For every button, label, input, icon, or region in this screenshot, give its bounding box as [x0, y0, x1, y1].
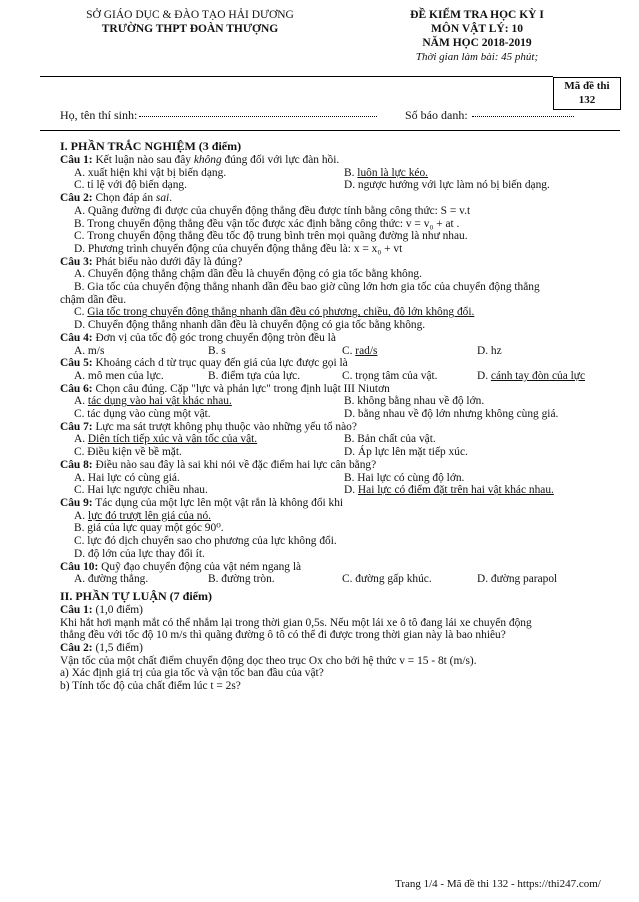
- question-emphasis: sai: [155, 192, 170, 205]
- option-b[interactable]: B. đường tròn.: [208, 573, 275, 586]
- question-text: Khoảng cách d từ trục quay đến giá của lực được gọi là: [95, 357, 348, 370]
- option-c[interactable]: C. đường gấp khúc.: [342, 573, 432, 586]
- part2-title: II. PHẦN TỰ LUẬN (7 điểm): [60, 588, 212, 603]
- question-text: Chọn câu đúng. Cặp "lực và phản lực" trong định luật III Niutơn: [95, 382, 390, 395]
- option-b[interactable]: B. không bằng nhau về độ lớn.: [344, 395, 485, 408]
- part1-title: I. PHẦN TRẮC NGHIỆM (3 điểm): [60, 139, 242, 153]
- option-b[interactable]: B. Gia tốc của chuyển động thẳng nhanh dần đều bao giờ cũng lớn hơn gia tốc của chuyển động thẳng: [74, 281, 540, 294]
- essay-2-header: [60, 642, 628, 655]
- question-7-options-cd: [60, 446, 628, 459]
- header-right: [362, 8, 592, 64]
- question-number: Câu 9:: [60, 496, 93, 509]
- option-a[interactable]: A. m/s: [74, 344, 105, 357]
- school-name: TRƯỜNG THPT ĐOÀN THƯỢNG: [101, 23, 279, 35]
- question-number: Câu 6:: [60, 382, 93, 395]
- option-d[interactable]: D. đường parapol: [477, 573, 558, 586]
- question-number: Câu 2:: [60, 192, 93, 205]
- question-9: [60, 497, 628, 510]
- student-divider: [40, 130, 620, 131]
- question-4: [60, 332, 628, 345]
- option-c[interactable]: C. tỉ lệ với độ biến dạng.: [74, 179, 187, 192]
- option-b[interactable]: B. giá của lực quay một góc 90⁰.: [74, 522, 224, 535]
- option-d[interactable]: D. độ lớn của lực thay đổi ít.: [74, 547, 205, 560]
- exam-content: [60, 138, 628, 693]
- student-info: [60, 108, 468, 123]
- question-number: Câu 5:: [60, 357, 93, 370]
- header-left: [40, 8, 340, 36]
- question-5-options: [60, 370, 628, 383]
- option-c[interactable]: C. tác dụng vào cùng một vật.: [74, 408, 211, 421]
- essay-2-text: Vận tốc của một chất điểm chuyển động dọc theo trục Ox cho bởi hệ thức v = 15 - 8t (m/s).: [60, 654, 477, 667]
- option-b[interactable]: B. Bản chất của vật.: [344, 433, 436, 446]
- question-3: [60, 256, 628, 269]
- option-b[interactable]: B. Hai lực có cùng độ lớn.: [344, 471, 465, 484]
- question-points: (1,0 điểm): [95, 603, 143, 616]
- option-b[interactable]: B. điểm tựa của lực.: [208, 369, 301, 382]
- essay-2-part-b: b) Tính tốc độ của chất điểm lúc t = 2s?: [60, 680, 241, 693]
- option-c[interactable]: C. Điều kiện về bề mặt.: [74, 446, 182, 459]
- option-c[interactable]: C. lực đó dịch chuyển sao cho phương của lực không đổi.: [74, 535, 337, 548]
- question-8-options-cd: [60, 484, 628, 497]
- header-divider: [40, 76, 553, 77]
- exam-code-value: 132: [578, 94, 596, 106]
- question-number: Câu 2:: [60, 642, 93, 655]
- question-text: Tác dụng của một lực lên một vật rắn là không đổi khi: [95, 496, 344, 509]
- option-c[interactable]: C. Gia tốc trong chuyển động thẳng nhanh dần đều có phương, chiều, độ lớn không đổi.: [74, 306, 475, 319]
- candidate-number-label: Số báo danh:: [405, 108, 468, 122]
- option-d[interactable]: D. cánh tay đòn của lực: [477, 369, 586, 382]
- question-1-options-cd: [60, 179, 628, 192]
- option-b[interactable]: B. luôn là lực kéo.: [344, 166, 428, 179]
- question-points: (1,5 điểm): [95, 642, 143, 655]
- option-b[interactable]: B. Trong chuyển động thẳng đều vận tốc được xác định bằng công thức: v = v₀ + at .: [74, 217, 460, 230]
- question-number: Câu 1:: [60, 154, 93, 166]
- essay-1-text: Khi hắt hơi mạnh mắt có thể nhắm lại trong thời gian 0,5s. Nếu một lái xe ô tô đang lái xe chuyển động: [60, 616, 532, 629]
- question-text: Đơn vị của tốc độ góc trong chuyển động tròn đều là: [95, 331, 336, 344]
- option-c[interactable]: C. rad/s: [342, 344, 378, 357]
- question-1-options-ab: [60, 167, 628, 180]
- question-text: Lực ma sát trượt không phụ thuộc vào những yếu tố nào?: [95, 420, 357, 433]
- subject: MÔN VẬT LÝ: 10: [431, 23, 523, 35]
- option-b[interactable]: B. s: [208, 344, 226, 357]
- question-text: Kết luận nào sau đây: [95, 154, 194, 166]
- question-number: Câu 8:: [60, 458, 93, 471]
- question-text: Phát biểu nào dưới đây là đúng?: [95, 255, 243, 268]
- option-d[interactable]: D. Chuyển động thẳng nhanh dần đều là chuyển động có gia tốc bằng không.: [74, 319, 426, 332]
- essay-1-text-continued: thẳng đều với tốc độ 10 m/s thì quãng đường ô tô có thể đi được trong thời gian này là bao nhiêu?: [60, 629, 506, 642]
- question-number: Câu 7:: [60, 420, 93, 433]
- option-d[interactable]: D. Hai lực có điểm đặt trên hai vật khác nhau.: [344, 484, 554, 497]
- option-a[interactable]: A. xuất hiện khi vật bị biến dạng.: [74, 166, 227, 179]
- question-number: Câu 10:: [60, 560, 99, 573]
- exam-title: ĐỀ KIỂM TRA HỌC KỲ I: [410, 9, 544, 21]
- option-a[interactable]: A. lực đó trượt lên giá của nó.: [74, 509, 211, 522]
- question-6-options-ab: [60, 395, 628, 408]
- option-a[interactable]: A. mô men của lực.: [74, 369, 164, 382]
- question-4-options: [60, 345, 628, 358]
- essay-2-part-a: a) Xác định giá trị của gia tốc và vận tốc ban đầu của vật?: [60, 667, 324, 680]
- question-10-options: [60, 573, 628, 586]
- question-8-options-ab: [60, 472, 628, 485]
- option-d[interactable]: D. hz: [477, 344, 502, 357]
- question-number: Câu 3:: [60, 255, 93, 268]
- option-c[interactable]: C. Trong chuyển động thẳng đều tốc độ trung bình trên mọi quãng đường là như nhau.: [74, 230, 468, 243]
- option-d[interactable]: D. ngược hướng với lực làm nó bị biến dạng.: [344, 179, 550, 192]
- option-d[interactable]: D. Phương trình chuyển động của chuyển động thẳng đều là: x = x₀ + vt: [74, 242, 403, 255]
- question-2: Câu 2: Chọn đáp án sai.: [60, 192, 173, 205]
- student-name-field[interactable]: [139, 116, 377, 117]
- option-d[interactable]: D. Áp lực lên mặt tiếp xúc.: [344, 446, 468, 459]
- question-text: Chọn đáp án: [95, 192, 156, 205]
- option-a[interactable]: A. Quãng đường đi được của chuyển động thẳng đều được tính bằng công thức: S = v.t: [74, 204, 471, 217]
- question-number: Câu 1:: [60, 603, 93, 616]
- option-a[interactable]: A. Hai lực có cùng giá.: [74, 471, 180, 484]
- department-name: SỞ GIÁO DỤC & ĐÀO TẠO HẢI DƯƠNG: [86, 9, 294, 21]
- option-c[interactable]: C. trọng tâm của vật.: [342, 369, 438, 382]
- question-7: [60, 421, 628, 434]
- question-text: Quỹ đạo chuyển động của vật ném ngang là: [101, 560, 302, 573]
- candidate-number-field[interactable]: [472, 116, 574, 117]
- option-a[interactable]: A. tác dụng vào hai vật khác nhau.: [74, 395, 232, 408]
- option-a[interactable]: A. Diện tích tiếp xúc và vận tốc của vật.: [74, 433, 258, 446]
- question-text: đúng đối với lực đàn hồi.: [221, 154, 340, 166]
- question-text: Điều nào sau đây là sai khi nói về đặc điểm hai lực cân bằng?: [95, 458, 377, 471]
- option-c[interactable]: C. Hai lực ngược chiều nhau.: [74, 484, 208, 497]
- question-number: Câu 4:: [60, 331, 93, 344]
- question-5: [60, 357, 628, 370]
- question-8: [60, 459, 628, 472]
- option-b-continued[interactable]: chậm dần đều.: [60, 293, 127, 306]
- student-name-label: Họ, tên thí sinh:: [60, 108, 138, 122]
- question-6-options-cd: [60, 408, 628, 421]
- question-6: [60, 383, 628, 396]
- question-emphasis: không: [193, 154, 222, 166]
- school-year: NĂM HỌC 2018-2019: [422, 37, 532, 49]
- essay-1-header: [60, 604, 628, 617]
- question-10: [60, 561, 628, 574]
- option-a[interactable]: A. đường thẳng.: [74, 573, 149, 586]
- option-a[interactable]: A. Chuyển động thẳng chậm dần đều là chuyển động có gia tốc bằng không.: [74, 268, 422, 281]
- exam-code-label: Mã đề thi: [564, 80, 610, 92]
- question-7-options-ab: [60, 433, 628, 446]
- page-footer: Trang 1/4 - Mã đề thi 132 - https://thi247.com/: [395, 878, 601, 890]
- time-limit: Thời gian làm bài: 45 phút;: [415, 51, 539, 63]
- question-1: [60, 154, 628, 167]
- option-d[interactable]: D. bằng nhau về độ lớn nhưng không cùng giá.: [344, 408, 559, 421]
- exam-code-box: [553, 77, 621, 110]
